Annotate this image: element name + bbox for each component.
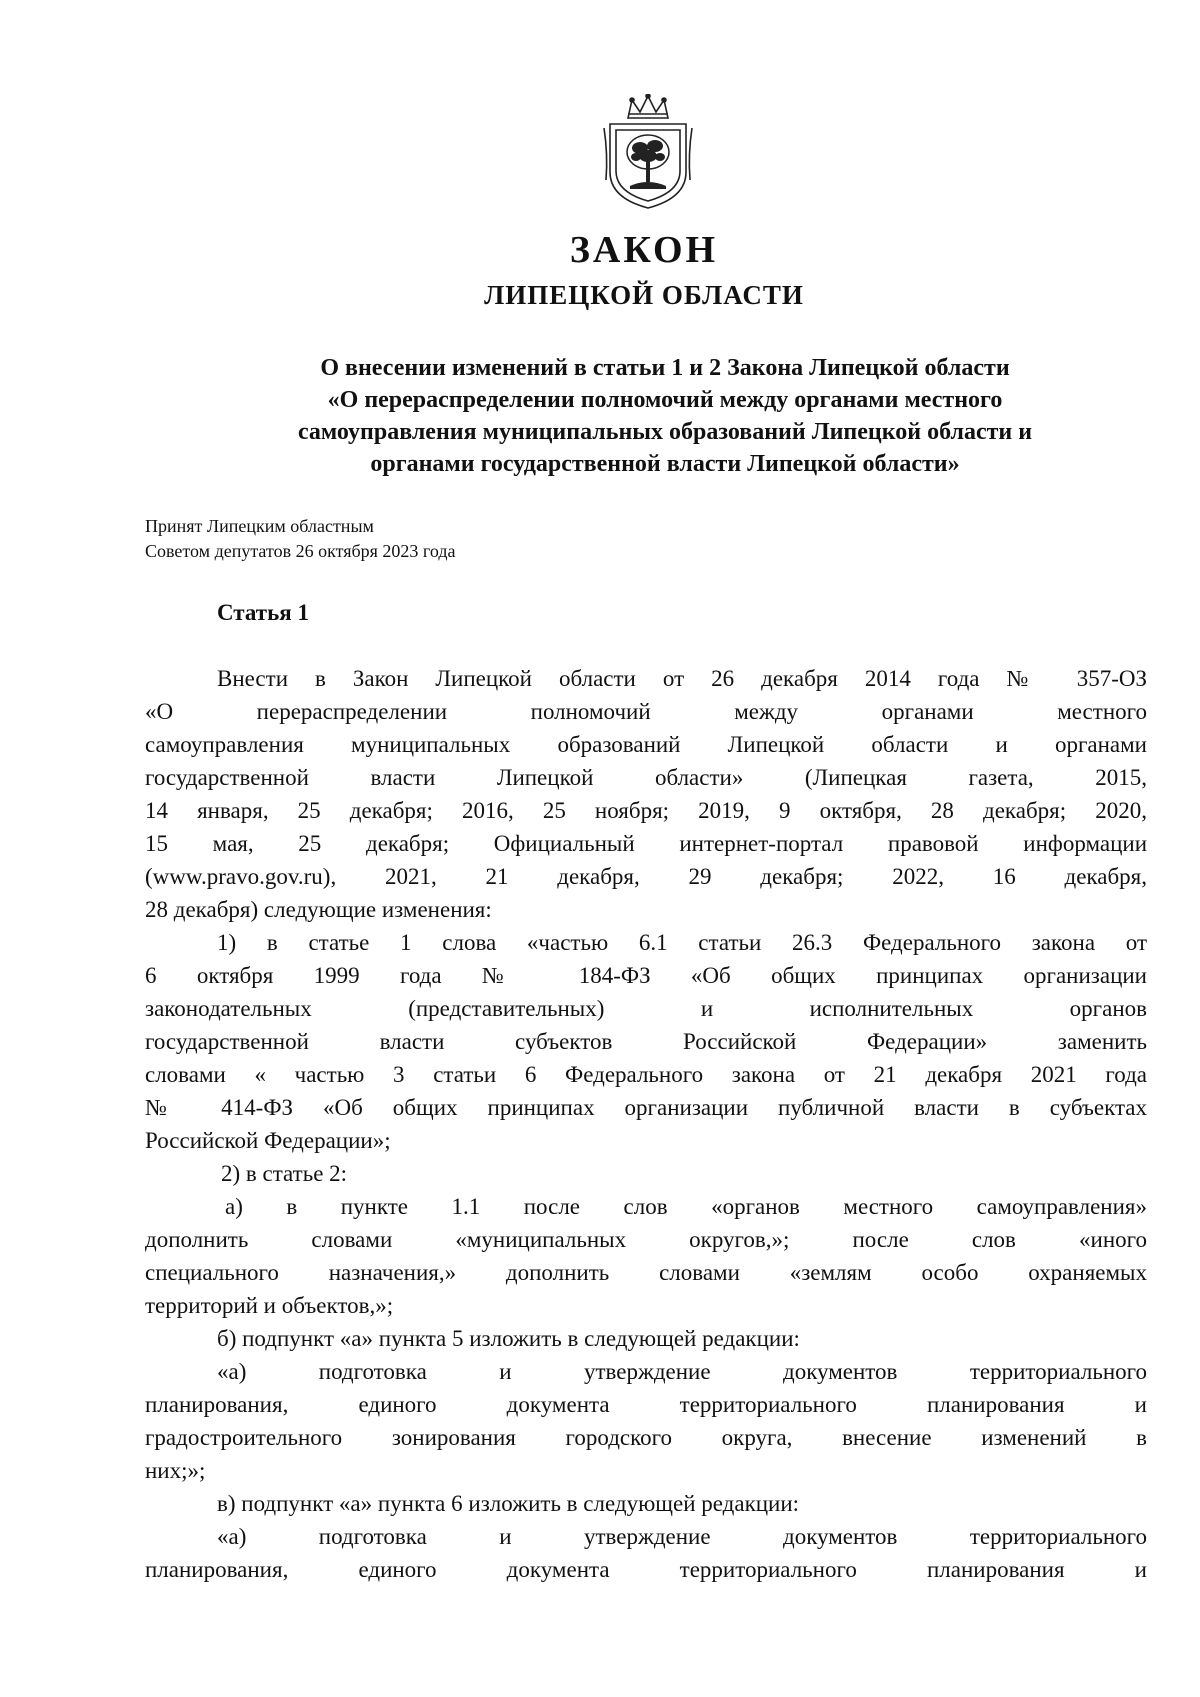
body-line: планирования, единого документа территориального планирования и [145,1557,1147,1582]
law-subtitle: ЛИПЕЦКОЙ ОБЛАСТИ [484,280,804,310]
adoption-line: Принят Липецким областным [145,516,374,536]
body-line: 28 декабря) следующие изменения: [145,897,492,922]
heading-line: органами государственной власти Липецкой области» [370,451,960,477]
body-line: законодательных (представительных) и исполнительных органов [145,996,1147,1021]
body-line: них;»; [145,1458,206,1483]
adoption-note [145,514,456,564]
body-line: б) подпункт «а» пункта 5 изложить в следующей редакции: [217,1326,800,1351]
body-line: 14 января, 25 декабря; 2016, 25 ноября; 2019, 9 октября, 28 декабря; 2020, [145,798,1147,823]
body-line: в) подпункт «а» пункта 6 изложить в следующей редакции: [217,1491,800,1516]
body-line: специального назначения,» дополнить словами «землям особо охраняемых [145,1260,1147,1285]
body-line: планирования, единого документа территориального планирования и [145,1392,1147,1417]
body-line: 6 октября 1999 года № 184-ФЗ «Об общих принципах организации [145,963,1147,988]
body-line: Российской Федерации»; [145,1128,391,1153]
body-line: «а) подготовка и утверждение документов территориального [217,1359,1147,1384]
article-body [145,662,1147,1586]
article-heading: Статья 1 [217,600,309,625]
body-line: государственной власти Липецкой области» (Липецкая газета, 2015, [145,765,1147,790]
body-line: Внести в Закон Липецкой области от 26 декабря 2014 года № 357-ОЗ [217,666,1147,691]
heading-line: «О перераспределении полномочий между органами местного [327,387,1003,413]
body-line: 2) в статье 2: [221,1161,348,1186]
body-line: дополнить словами «муниципальных округов,»; после слов «иного [145,1227,1147,1252]
heading-line: самоуправления муниципальных образований Липецкой области и [297,419,1033,445]
adoption-line: Советом депутатов 26 октября 2023 года [145,541,456,561]
body-line: государственной власти субъектов Российской Федерации» заменить [145,1029,1147,1054]
body-line: (www.pravo.gov.ru), 2021, 21 декабря, 29 декабря; 2022, 16 декабря, [145,864,1147,889]
body-line: «О перераспределении полномочий между органами местного [145,699,1147,724]
body-line: № 414-ФЗ «Об общих принципах организации публичной власти в субъектах [145,1095,1147,1120]
heading-line: О внесении изменений в статьи 1 и 2 Закона Липецкой области [320,355,1010,381]
law-title: ЗАКОН [569,229,719,271]
body-line: «а) подготовка и утверждение документов территориального [217,1524,1147,1549]
body-line: территорий и объектов,»; [145,1293,394,1318]
body-line: 15 мая, 25 декабря; Официальный интернет-портал правовой информации [145,831,1147,856]
body-line: 1) в статье 1 слова «частью 6.1 статьи 26.3 Федерального закона от [217,930,1147,955]
body-line: словами « частью 3 статьи 6 Федерального закона от 21 декабря 2021 года [145,1062,1147,1087]
body-line: а) в пункте 1.1 после слов «органов местного самоуправления» [225,1194,1147,1219]
body-line: самоуправления муниципальных образований Липецкой области и органами [145,732,1147,757]
law-heading [206,352,1124,480]
body-line: градостроительного зонирования городского округа, внесение изменений в [145,1425,1147,1450]
coat-of-arms-emblem [600,94,696,210]
